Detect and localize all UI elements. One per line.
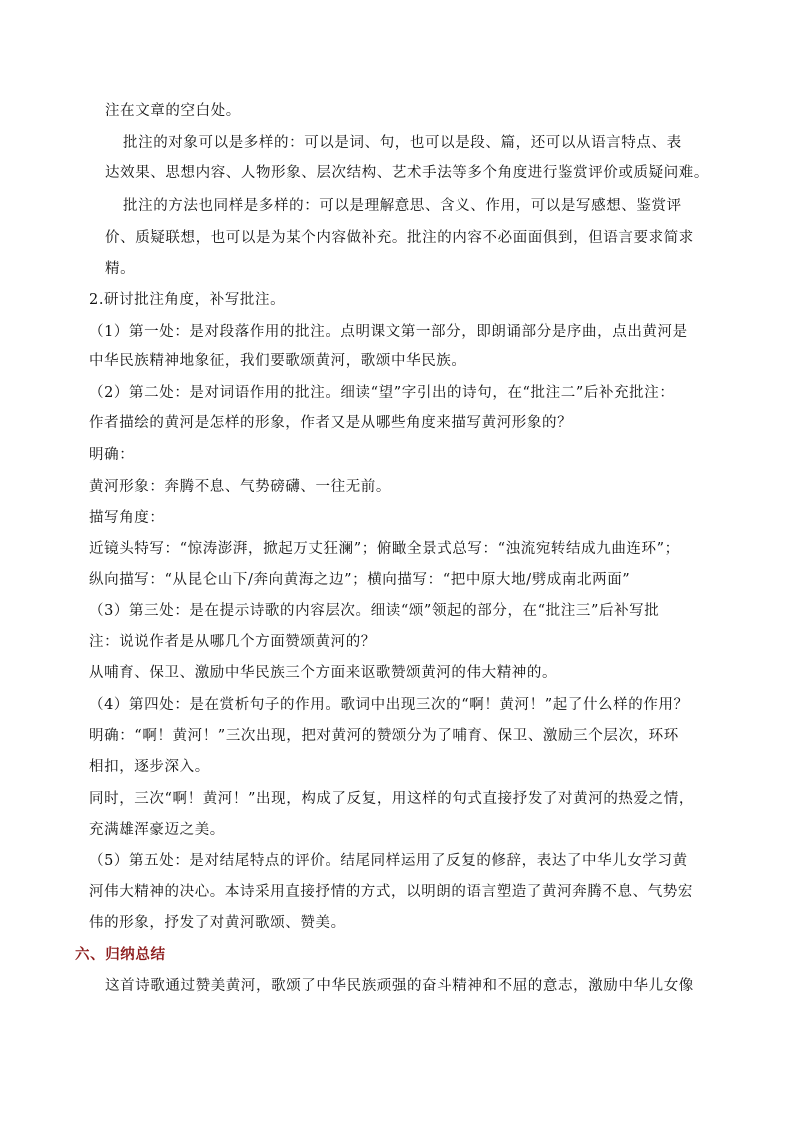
paragraph-line: 注：说说作者是从哪几个方面赞颂黄河的？ [89, 634, 376, 650]
paragraph-line: 河伟大精神的决心。本诗采用直接抒情的方式，以明朗的语言塑造了黄河奔腾不息、气势宏 [89, 884, 693, 900]
paragraph-line: 明确：“啊！黄河！”三次出现，把对黄河的赞颂分为了哺育、保卫、激励三个层次，环环 [89, 728, 679, 744]
paragraph-line: 注在文章的空白处。 [105, 103, 241, 119]
paragraph-line: 纵向描写：“从昆仑山下/奔向黄海之边”；横向描写：“把中原大地/劈成南北两面” [89, 572, 631, 588]
paragraph-line: 伟的形象，抒发了对黄河歌颂、赞美。 [89, 915, 346, 931]
paragraph-line: 黄河形象：奔腾不息、气势磅礴、一往无前。 [89, 479, 391, 495]
paragraph-line: （1）第一处：是对段落作用的批注。点明课文第一部分，即朗诵部分是序曲，点出黄河是 [89, 324, 688, 340]
paragraph-line: 充满雄浑豪迈之美。 [89, 822, 225, 838]
paragraph-line: 从哺育、保卫、激励中华民族三个方面来讴歌赞颂黄河的伟大精神的。 [89, 665, 558, 681]
paragraph-line: 达效果、思想内容、人物形象、层次结构、艺术手法等多个角度进行鉴赏评价或质疑问难。 [105, 165, 709, 181]
paragraph-line: 价、质疑联想，也可以是为某个内容做补充。批注的内容不必面面俱到，但语言要求简求 [105, 230, 694, 246]
paragraph-line: 描写角度： [89, 510, 165, 526]
paragraph-line: 批注的方法也同样是多样的：可以是理解意思、含义、作用，可以是写感想、鉴赏评 [123, 198, 682, 214]
paragraph-line: （2）第二处：是对词语作用的批注。细读“望”字引出的诗句，在“批注二”后补充批注： [89, 385, 675, 401]
paragraph-line: 精。 [105, 261, 136, 277]
section-title: 2.研讨批注角度，补写批注。 [89, 292, 286, 308]
paragraph-line: 作者描绘的黄河是怎样的形象，作者又是从哪些角度来描写黄河形象的？ [89, 415, 573, 431]
paragraph-line: （5）第五处：是对结尾特点的评价。结尾同样运用了反复的修辞，表达了中华儿女学习黄 [89, 853, 688, 869]
paragraph-line: 相扣，逐步深入。 [89, 759, 210, 775]
paragraph-line: 批注的对象可以是多样的：可以是词、句，也可以是段、篇，还可以从语言特点、表 [123, 135, 682, 151]
paragraph-line: 明确： [89, 447, 135, 463]
paragraph-line: 这首诗歌通过赞美黄河，歌颂了中华民族顽强的奋斗精神和不屈的意志，激励中华儿女像 [105, 978, 694, 994]
paragraph-line: 近镜头特写：“惊涛澎湃，掀起万丈狂澜”；俯瞰全景式总写：“浊流宛转结成九曲连环”； [89, 541, 680, 557]
paragraph-line: （3）第三处：是在提示诗歌的内容层次。细读“颂”领起的部分，在“批注三”后补写批 [89, 603, 660, 619]
paragraph-line: （4）第四处：是在赏析句子的作用。歌词中出现三次的“啊！黄河！”起了什么样的作用？ [89, 697, 689, 713]
paragraph-line: 中华民族精神地象征，我们要歌颂黄河，歌颂中华民族。 [89, 353, 467, 369]
paragraph-line: 同时，三次“啊！黄河！”出现，构成了反复，用这样的句式直接抒发了对黄河的热爱之情， [89, 791, 694, 807]
section-heading: 六、归纳总结 [75, 946, 166, 963]
